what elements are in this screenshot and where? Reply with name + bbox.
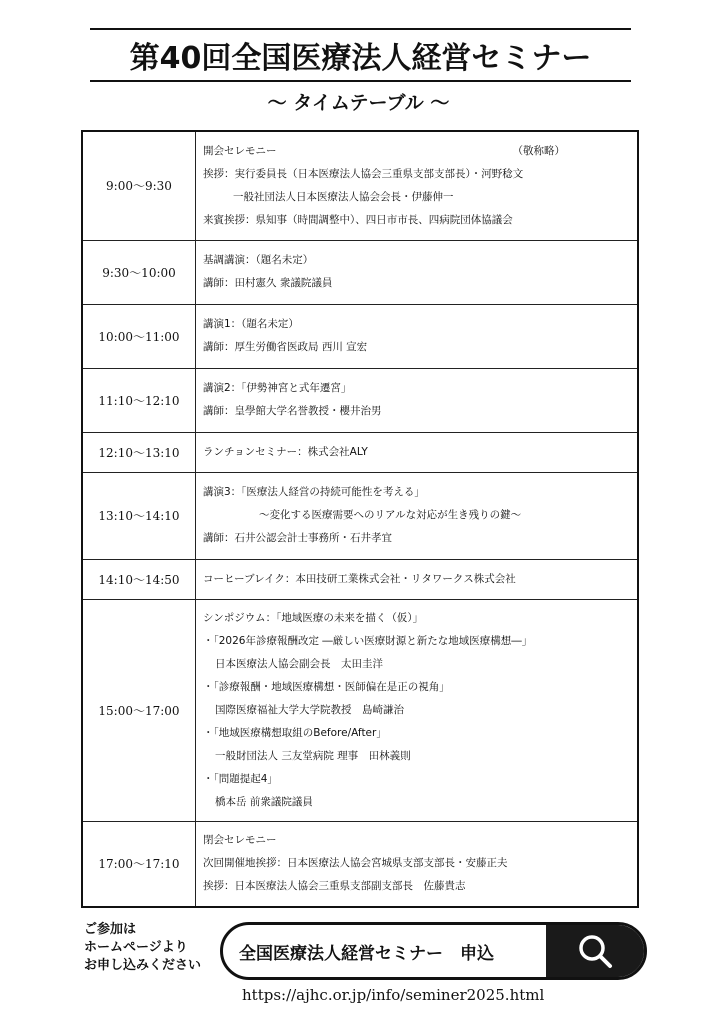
search-icon xyxy=(575,931,615,971)
list-item: 一般財団法人 三友堂病院 理事 田林義則 xyxy=(215,749,411,762)
list-item xyxy=(203,140,637,163)
content-cell xyxy=(196,131,639,240)
url-link[interactable]: https://ajhc.or.jp/info/seminer2025.html xyxy=(242,986,545,1004)
time-cell: 17:00〜17:10 xyxy=(82,821,196,907)
list-item: 講演2：「伊勢神宮と式年遷宮」 xyxy=(203,382,352,394)
list-item: 日本医療法人協会副会長 太田圭洋 xyxy=(215,657,383,670)
content-cell xyxy=(196,599,639,821)
time-cell: 15:00〜17:00 xyxy=(82,599,196,821)
table-row xyxy=(82,131,638,240)
time-cell: 10:00〜11:00 xyxy=(82,304,196,368)
table-row xyxy=(82,240,638,304)
list-item: 講師：皇學館大学名誉教授・櫻井治男 xyxy=(203,405,382,417)
content-cell xyxy=(196,432,639,472)
table-row xyxy=(82,368,638,432)
list-item: ・「2026年診療報酬改定 ―厳しい医療財源と新たな地域医療構想―」 xyxy=(203,634,533,647)
page-title: 第40回全国医療法人経営セミナー xyxy=(129,41,592,76)
list-item: 講演1：（題名未定） xyxy=(203,318,299,330)
list-item: 来賓挨拶：県知事（時間調整中）、四日市市長、四病院団体協議会 xyxy=(203,213,513,226)
time-cell: 9:00〜9:30 xyxy=(82,131,196,240)
table-row xyxy=(82,599,638,821)
list-item: 〜変化する医療需要へのリアルな対応が生き残りの鍵〜 xyxy=(259,509,522,521)
list-item: コーヒーブレイク：本田技研工業株式会社・リタワークス株式会社 xyxy=(203,572,516,585)
table-row xyxy=(82,432,638,472)
list-item: 次回開催地挨拶：日本医療法人協会宮城県支部支部長・安藤正夫 xyxy=(203,857,508,870)
search-bar[interactable] xyxy=(220,922,647,980)
list-item: 基調講演：（題名未定） xyxy=(203,254,314,266)
list-item: シンポジウム：「地域医療の未来を描く（仮）」 xyxy=(203,611,424,624)
join-note xyxy=(84,921,201,975)
table-row xyxy=(82,559,638,599)
list-item: ・「問題提起4」 xyxy=(203,772,278,785)
time-cell: 13:10〜14:10 xyxy=(82,472,196,559)
join-note-line: ご参加は xyxy=(84,922,137,937)
list-item: ・「地域医療構想取組のBefore/After」 xyxy=(203,726,387,739)
time-cell: 14:10〜14:50 xyxy=(82,559,196,599)
list-item: 挨拶：実行委員長（日本医療法人協会三重県支部支部長）・河野稔文 xyxy=(203,167,524,180)
table-row xyxy=(82,304,638,368)
list-item: ランチョンセミナー：株式会社ALY xyxy=(203,445,368,458)
content-cell xyxy=(196,240,639,304)
list-item: 橋本岳 前衆議院議員 xyxy=(215,795,313,808)
list-item: 一般社団法人日本医療法人協会会長・伊藤伸一 xyxy=(233,190,454,203)
content-cell xyxy=(196,559,639,599)
list-item: 挨拶：日本医療法人協会三重県支部副支部長 佐藤貴志 xyxy=(203,880,466,893)
content-cell xyxy=(196,821,639,907)
list-item: 講演3：「医療法人経営の持続可能性を考える」 xyxy=(203,486,425,498)
session-title: 開会セレモニー xyxy=(203,144,277,157)
content-cell xyxy=(196,304,639,368)
table-row xyxy=(82,821,638,907)
list-item: 講師：田村憲久 衆議院議員 xyxy=(203,277,333,289)
search-button[interactable] xyxy=(546,925,644,977)
list-item: 講師：厚生労働省医政局 西川 宣宏 xyxy=(203,341,368,353)
list-item: 講師：石井公認会計士事務所・石井孝宜 xyxy=(203,532,392,544)
time-cell: 12:10〜13:10 xyxy=(82,432,196,472)
join-note-line: お申し込みください xyxy=(84,958,202,973)
list-item: 閉会セレモニー xyxy=(203,834,277,847)
title-banner xyxy=(90,28,631,82)
list-item: ・「診療報酬・地域医療構想・医師偏在是正の視角」 xyxy=(203,680,450,693)
page-subtitle: 〜 タイムテーブル 〜 xyxy=(267,92,450,114)
honorific-note: （敬称略） xyxy=(512,144,565,157)
table-row xyxy=(82,472,638,559)
join-note-line: ホームページより xyxy=(84,940,188,955)
timetable xyxy=(81,130,639,908)
time-cell: 9:30〜10:00 xyxy=(82,240,196,304)
content-cell xyxy=(196,472,639,559)
content-cell xyxy=(196,368,639,432)
list-item: 国際医療福祉大学大学院教授 島崎謙治 xyxy=(215,703,404,716)
time-cell: 11:10〜12:10 xyxy=(82,368,196,432)
search-input[interactable]: 全国医療法人経営セミナー 申込 xyxy=(239,943,494,964)
